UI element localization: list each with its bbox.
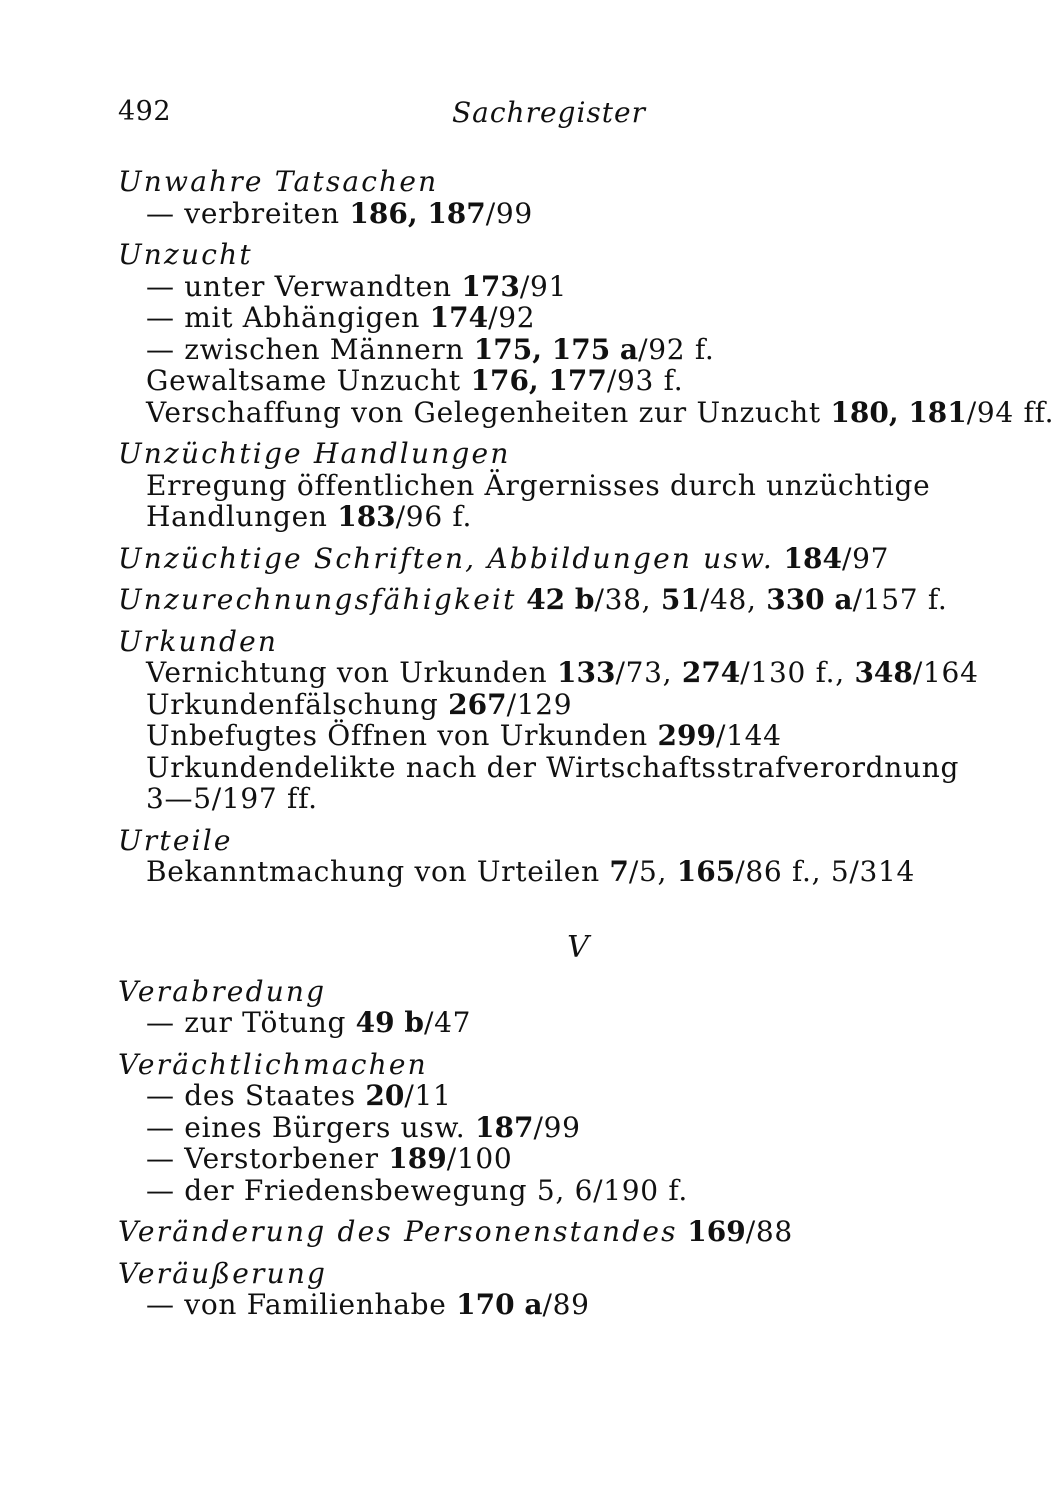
subentry-text: /129	[506, 687, 573, 721]
index-content	[118, 165, 1054, 1331]
paragraph-ref: 184	[783, 541, 842, 575]
index-subentry	[118, 689, 998, 721]
subentry-text: /130 f.,	[740, 656, 855, 689]
index-entry	[118, 238, 1054, 429]
paragraph-ref: 165	[676, 855, 736, 888]
index-subentry	[118, 657, 998, 689]
paragraph-ref: 175, 175 a	[473, 332, 639, 366]
paragraph-ref: 267	[448, 687, 507, 721]
section-letter: V	[567, 929, 589, 965]
index-subentry	[118, 501, 998, 533]
index-term-line	[118, 1216, 998, 1248]
subentry-text: /86 f., 5/314	[735, 855, 916, 888]
index-term-line	[118, 626, 998, 658]
subentry-text: Verschaffung von Gelegenheiten zur Unzucht	[146, 395, 831, 429]
paragraph-ref: 169	[687, 1215, 746, 1248]
index-subentry	[118, 720, 998, 752]
index-term: Veränderung des Personenstandes	[118, 1215, 678, 1248]
index-term: Unwahre Tatsachen	[118, 165, 439, 198]
subentry-text: — zwischen Männern	[146, 332, 474, 366]
index-subentry	[118, 752, 998, 784]
index-term-line	[118, 1049, 998, 1081]
subentry-text: /47	[423, 1006, 472, 1039]
subentry-text: — mit Abhängigen	[146, 301, 430, 334]
index-subentry	[118, 302, 998, 334]
index-term: Urteile	[118, 823, 233, 857]
subentry-text: Urkundenfälschung	[146, 687, 449, 721]
ref-text: /157 f.	[852, 583, 948, 616]
ref-text: /48,	[699, 583, 767, 616]
index-subentry	[118, 783, 998, 815]
index-subentry	[118, 1143, 998, 1175]
subentry-text: /93 f.	[606, 364, 684, 397]
paragraph-ref: 180, 181	[830, 395, 967, 429]
running-title: Sachregister	[452, 96, 646, 129]
index-term-line	[118, 825, 998, 857]
paragraph-ref: 348	[854, 656, 913, 689]
ref-text: /38,	[594, 583, 661, 616]
index-entry	[118, 976, 998, 1039]
page-header	[118, 96, 646, 136]
subentry-text: /92	[488, 301, 536, 334]
subentry-text: — von Familienhabe	[146, 1288, 457, 1321]
subentry-text: Handlungen	[146, 500, 338, 533]
ref-text	[678, 1215, 688, 1248]
index-term: Verächtlichmachen	[118, 1047, 428, 1081]
index-subentry	[118, 1175, 998, 1207]
index-subentry	[118, 470, 998, 502]
paragraph-ref: 173	[461, 269, 520, 303]
subentry-text: /96 f.	[395, 500, 473, 533]
subentry-text: /92 f.	[638, 332, 715, 366]
subentry-text: /99	[485, 196, 533, 230]
subentry-text: /164	[912, 656, 979, 689]
index-term: Veräußerung	[118, 1256, 328, 1290]
subentry-text: Unbefugtes Öffnen von Urkunden	[146, 719, 658, 752]
index-subentry	[118, 1007, 998, 1039]
index-entry	[118, 584, 998, 616]
subentry-text: Erregung öffentlichen Ärgernisses durch unzüchtige	[146, 468, 931, 502]
paragraph-ref: 174	[429, 301, 489, 334]
index-subentry	[118, 1080, 998, 1112]
subentry-text: /99	[533, 1110, 581, 1144]
subentry-text: Vernichtung von Urkunden	[146, 656, 558, 689]
index-entry	[118, 1258, 998, 1321]
subentry-text: /144	[715, 719, 782, 752]
subentry-text: Bekanntmachung von Urteilen	[146, 855, 610, 888]
index-term: Unzüchtige Handlungen	[118, 437, 511, 470]
index-subentry	[118, 365, 998, 397]
paragraph-ref: 49 b	[355, 1006, 424, 1039]
subentry-text: — unter Verwandten	[146, 269, 462, 303]
index-term-line	[118, 543, 998, 575]
index-term: Unzucht	[118, 238, 253, 271]
index-entry	[118, 626, 998, 815]
paragraph-ref: 189	[388, 1142, 447, 1175]
subentry-text: — des Staates	[146, 1079, 366, 1112]
ref-text: /88	[745, 1215, 793, 1248]
subentry-text: Urkundendelikte nach der Wirtschaftsstrafverordnung	[146, 750, 960, 784]
paragraph-ref: 299	[657, 719, 716, 752]
paragraph-ref: 20	[365, 1079, 405, 1112]
index-term-line	[118, 166, 998, 198]
index-subentry	[118, 1289, 998, 1321]
subentry-text: — Verstorbener	[146, 1142, 389, 1175]
paragraph-ref: 274	[681, 656, 741, 689]
subentry-text: Gewaltsame Unzucht	[146, 364, 471, 397]
index-term: Urkunden	[118, 624, 279, 658]
index-group-u	[118, 165, 1054, 888]
paragraph-ref: 187	[475, 1110, 534, 1144]
subentry-text: 3—5/197 ff.	[146, 782, 318, 815]
paragraph-ref: 330 a	[766, 583, 853, 616]
index-subentry	[118, 395, 1054, 429]
paragraph-ref: 42 b	[526, 583, 595, 616]
index-term-line	[118, 438, 998, 470]
page-number: 492	[118, 96, 172, 127]
paragraph-ref: 183	[337, 500, 396, 533]
index-entry	[118, 543, 998, 575]
paragraph-ref: 7	[609, 855, 629, 888]
index-term: Verabredung	[118, 974, 327, 1008]
index-entry	[118, 825, 998, 888]
subentry-text: — eines Bürgers usw.	[146, 1110, 475, 1144]
subentry-text: /89	[542, 1288, 590, 1321]
ref-text	[774, 542, 784, 575]
subentry-text: — der Friedensbewegung 5, 6/190 f.	[146, 1173, 689, 1207]
index-term-line	[118, 584, 998, 616]
index-entry	[118, 1216, 998, 1248]
index-subentry	[118, 1112, 998, 1144]
index-term: Unzüchtige Schriften, Abbildungen usw.	[118, 541, 774, 575]
index-term: Unzurechnungsfähigkeit	[118, 583, 517, 616]
subentry-text: /5,	[628, 855, 677, 888]
paragraph-ref: 170 a	[456, 1288, 543, 1321]
index-entry	[118, 1049, 998, 1207]
index-term-line	[118, 1258, 998, 1290]
subentry-text: /11	[404, 1079, 452, 1112]
subentry-text: /100	[446, 1142, 513, 1175]
index-entry	[118, 166, 998, 229]
index-subentry	[118, 334, 998, 366]
paragraph-ref: 51	[660, 583, 700, 616]
index-entry	[118, 438, 998, 533]
ref-text: /97	[842, 541, 890, 575]
index-term-line	[118, 976, 998, 1008]
subentry-text: /73,	[615, 656, 682, 689]
index-subentry	[118, 271, 998, 303]
subentry-text: — verbreiten	[146, 196, 350, 230]
subentry-text: — zur Tötung	[146, 1006, 356, 1039]
ref-text	[517, 583, 527, 616]
index-subentry	[118, 856, 998, 888]
subentry-text: /91	[519, 269, 567, 303]
subentry-text: /94 ff.	[966, 395, 1054, 429]
paragraph-ref: 133	[557, 656, 616, 689]
paragraph-ref: 186, 187	[349, 196, 486, 230]
index-group-v	[118, 976, 998, 1321]
paragraph-ref: 176, 177	[470, 364, 607, 397]
index-term-line	[118, 239, 998, 271]
index-subentry	[118, 198, 998, 230]
